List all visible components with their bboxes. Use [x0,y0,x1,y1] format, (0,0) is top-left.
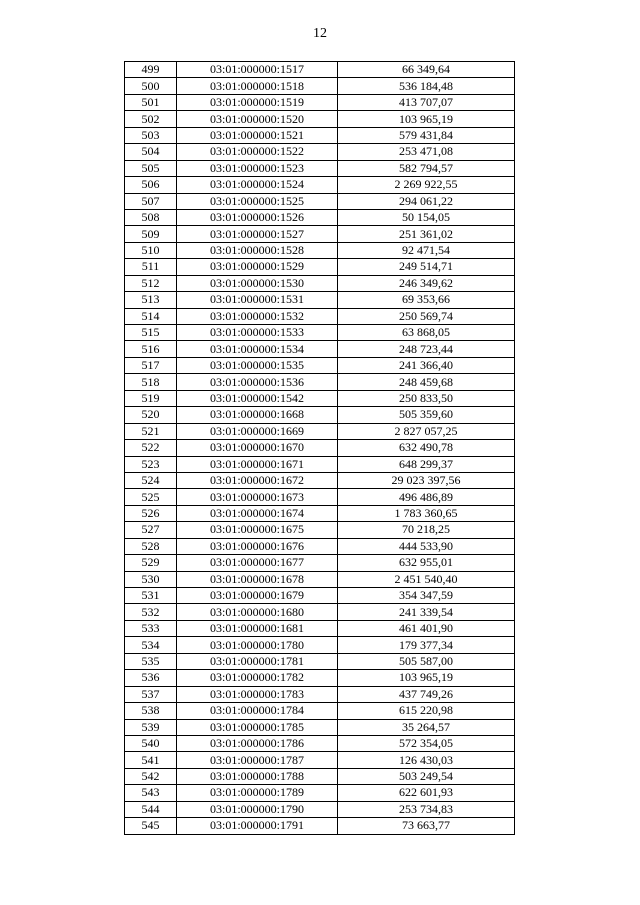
table-row [125,407,515,423]
cadastral-value-cell: 50 154,05 [338,209,515,225]
table-row [125,325,515,341]
cadastral-number-cell: 03:01:000000:1791 [177,818,338,834]
row-number-cell: 545 [125,818,177,834]
cadastral-value-cell: 35 264,57 [338,719,515,735]
cadastral-value-table [124,61,515,835]
cadastral-value-cell: 241 366,40 [338,357,515,373]
table-row [125,94,515,110]
cadastral-value-cell: 179 377,34 [338,637,515,653]
cadastral-value-cell: 248 459,68 [338,374,515,390]
cadastral-value-cell: 2 269 922,55 [338,177,515,193]
cadastral-value-cell: 572 354,05 [338,735,515,751]
table-row [125,341,515,357]
table-row [125,571,515,587]
table-row [125,653,515,669]
table-row [125,735,515,751]
table-row [125,818,515,834]
row-number-cell: 542 [125,768,177,784]
row-number-cell: 526 [125,505,177,521]
cadastral-number-cell: 03:01:000000:1780 [177,637,338,653]
cadastral-value-cell: 632 490,78 [338,440,515,456]
cadastral-value-cell: 63 868,05 [338,325,515,341]
cadastral-value-cell: 632 955,01 [338,555,515,571]
cadastral-value-cell: 2 451 540,40 [338,571,515,587]
table-row [125,160,515,176]
cadastral-value-cell: 615 220,98 [338,703,515,719]
row-number-cell: 510 [125,242,177,258]
cadastral-value-cell: 66 349,64 [338,62,515,78]
table-row [125,719,515,735]
cadastral-number-cell: 03:01:000000:1517 [177,62,338,78]
table-row [125,275,515,291]
cadastral-number-cell: 03:01:000000:1785 [177,719,338,735]
row-number-cell: 528 [125,538,177,554]
row-number-cell: 539 [125,719,177,735]
table-row [125,390,515,406]
cadastral-number-cell: 03:01:000000:1673 [177,489,338,505]
cadastral-number-cell: 03:01:000000:1520 [177,111,338,127]
table-row [125,308,515,324]
table-row [125,604,515,620]
table-row [125,177,515,193]
row-number-cell: 520 [125,407,177,423]
row-number-cell: 538 [125,703,177,719]
table-body [125,62,515,835]
cadastral-number-cell: 03:01:000000:1787 [177,752,338,768]
cadastral-value-cell: 444 533,90 [338,538,515,554]
table-row [125,637,515,653]
cadastral-value-cell: 622 601,93 [338,785,515,801]
cadastral-number-cell: 03:01:000000:1533 [177,325,338,341]
table-row [125,489,515,505]
cadastral-number-cell: 03:01:000000:1669 [177,423,338,439]
row-number-cell: 499 [125,62,177,78]
cadastral-value-cell: 248 723,44 [338,341,515,357]
cadastral-value-cell: 505 359,60 [338,407,515,423]
page-number: 12 [313,26,327,41]
cadastral-value-cell: 250 833,50 [338,390,515,406]
cadastral-value-cell: 461 401,90 [338,620,515,636]
cadastral-number-cell: 03:01:000000:1519 [177,94,338,110]
table-row [125,292,515,308]
cadastral-number-cell: 03:01:000000:1671 [177,456,338,472]
row-number-cell: 529 [125,555,177,571]
row-number-cell: 540 [125,735,177,751]
cadastral-number-cell: 03:01:000000:1672 [177,472,338,488]
table-row [125,78,515,94]
row-number-cell: 515 [125,325,177,341]
table-row [125,193,515,209]
cadastral-value-cell: 249 514,71 [338,259,515,275]
cadastral-value-cell: 92 471,54 [338,242,515,258]
cadastral-number-cell: 03:01:000000:1529 [177,259,338,275]
cadastral-number-cell: 03:01:000000:1521 [177,127,338,143]
cadastral-value-cell: 1 783 360,65 [338,505,515,521]
cadastral-number-cell: 03:01:000000:1542 [177,390,338,406]
cadastral-number-cell: 03:01:000000:1676 [177,538,338,554]
row-number-cell: 522 [125,440,177,456]
cadastral-value-cell: 536 184,48 [338,78,515,94]
cadastral-value-cell: 103 965,19 [338,670,515,686]
table-row [125,588,515,604]
row-number-cell: 501 [125,94,177,110]
row-number-cell: 512 [125,275,177,291]
cadastral-value-cell: 73 663,77 [338,818,515,834]
cadastral-number-cell: 03:01:000000:1526 [177,209,338,225]
table-row [125,620,515,636]
table-row [125,472,515,488]
table-row [125,670,515,686]
table-row [125,538,515,554]
cadastral-number-cell: 03:01:000000:1677 [177,555,338,571]
row-number-cell: 532 [125,604,177,620]
row-number-cell: 523 [125,456,177,472]
cadastral-number-cell: 03:01:000000:1524 [177,177,338,193]
cadastral-number-cell: 03:01:000000:1531 [177,292,338,308]
row-number-cell: 535 [125,653,177,669]
row-number-cell: 534 [125,637,177,653]
cadastral-value-cell: 69 353,66 [338,292,515,308]
cadastral-number-cell: 03:01:000000:1783 [177,686,338,702]
table-row [125,555,515,571]
cadastral-number-cell: 03:01:000000:1525 [177,193,338,209]
row-number-cell: 517 [125,357,177,373]
cadastral-number-cell: 03:01:000000:1522 [177,144,338,160]
cadastral-number-cell: 03:01:000000:1675 [177,522,338,538]
row-number-cell: 544 [125,801,177,817]
cadastral-value-cell: 648 299,37 [338,456,515,472]
table-row [125,522,515,538]
row-number-cell: 531 [125,588,177,604]
row-number-cell: 509 [125,226,177,242]
cadastral-number-cell: 03:01:000000:1530 [177,275,338,291]
cadastral-value-cell: 103 965,19 [338,111,515,127]
cadastral-value-cell: 126 430,03 [338,752,515,768]
table-row [125,456,515,472]
table-row [125,127,515,143]
table-row [125,209,515,225]
cadastral-value-cell: 294 061,22 [338,193,515,209]
table-row [125,423,515,439]
cadastral-value-cell: 2 827 057,25 [338,423,515,439]
row-number-cell: 533 [125,620,177,636]
row-number-cell: 507 [125,193,177,209]
cadastral-number-cell: 03:01:000000:1679 [177,588,338,604]
table-row [125,357,515,373]
row-number-cell: 543 [125,785,177,801]
row-number-cell: 525 [125,489,177,505]
table-row [125,785,515,801]
row-number-cell: 516 [125,341,177,357]
row-number-cell: 504 [125,144,177,160]
cadastral-value-cell: 246 349,62 [338,275,515,291]
cadastral-number-cell: 03:01:000000:1668 [177,407,338,423]
table-row [125,226,515,242]
table-row [125,242,515,258]
table-row [125,62,515,78]
cadastral-number-cell: 03:01:000000:1674 [177,505,338,521]
cadastral-value-cell: 250 569,74 [338,308,515,324]
cadastral-value-cell: 253 471,08 [338,144,515,160]
cadastral-value-cell: 496 486,89 [338,489,515,505]
table-row [125,801,515,817]
row-number-cell: 530 [125,571,177,587]
cadastral-number-cell: 03:01:000000:1523 [177,160,338,176]
row-number-cell: 524 [125,472,177,488]
row-number-cell: 500 [125,78,177,94]
cadastral-value-cell: 503 249,54 [338,768,515,784]
row-number-cell: 503 [125,127,177,143]
cadastral-number-cell: 03:01:000000:1784 [177,703,338,719]
cadastral-value-cell: 253 734,83 [338,801,515,817]
table-row [125,505,515,521]
row-number-cell: 511 [125,259,177,275]
row-number-cell: 506 [125,177,177,193]
cadastral-number-cell: 03:01:000000:1790 [177,801,338,817]
cadastral-value-cell: 70 218,25 [338,522,515,538]
cadastral-number-cell: 03:01:000000:1528 [177,242,338,258]
table-row [125,752,515,768]
cadastral-number-cell: 03:01:000000:1678 [177,571,338,587]
table-row [125,144,515,160]
cadastral-number-cell: 03:01:000000:1518 [177,78,338,94]
cadastral-number-cell: 03:01:000000:1527 [177,226,338,242]
row-number-cell: 513 [125,292,177,308]
cadastral-value-cell: 241 339,54 [338,604,515,620]
cadastral-number-cell: 03:01:000000:1788 [177,768,338,784]
cadastral-value-cell: 29 023 397,56 [338,472,515,488]
row-number-cell: 541 [125,752,177,768]
cadastral-value-cell: 579 431,84 [338,127,515,143]
cadastral-number-cell: 03:01:000000:1789 [177,785,338,801]
table-row [125,768,515,784]
cadastral-number-cell: 03:01:000000:1786 [177,735,338,751]
row-number-cell: 536 [125,670,177,686]
cadastral-number-cell: 03:01:000000:1680 [177,604,338,620]
row-number-cell: 519 [125,390,177,406]
table-row [125,111,515,127]
row-number-cell: 518 [125,374,177,390]
cadastral-value-cell: 413 707,07 [338,94,515,110]
cadastral-value-cell: 437 749,26 [338,686,515,702]
row-number-cell: 527 [125,522,177,538]
table-row [125,686,515,702]
cadastral-number-cell: 03:01:000000:1534 [177,341,338,357]
cadastral-number-cell: 03:01:000000:1532 [177,308,338,324]
cadastral-value-cell: 505 587,00 [338,653,515,669]
table-row [125,440,515,456]
row-number-cell: 537 [125,686,177,702]
cadastral-value-cell: 251 361,02 [338,226,515,242]
row-number-cell: 505 [125,160,177,176]
row-number-cell: 521 [125,423,177,439]
cadastral-number-cell: 03:01:000000:1781 [177,653,338,669]
cadastral-value-cell: 582 794,57 [338,160,515,176]
table-row [125,703,515,719]
cadastral-number-cell: 03:01:000000:1681 [177,620,338,636]
row-number-cell: 502 [125,111,177,127]
row-number-cell: 508 [125,209,177,225]
row-number-cell: 514 [125,308,177,324]
cadastral-number-cell: 03:01:000000:1536 [177,374,338,390]
cadastral-number-cell: 03:01:000000:1670 [177,440,338,456]
table-row [125,259,515,275]
cadastral-number-cell: 03:01:000000:1535 [177,357,338,373]
cadastral-number-cell: 03:01:000000:1782 [177,670,338,686]
table-row [125,374,515,390]
cadastral-value-cell: 354 347,59 [338,588,515,604]
